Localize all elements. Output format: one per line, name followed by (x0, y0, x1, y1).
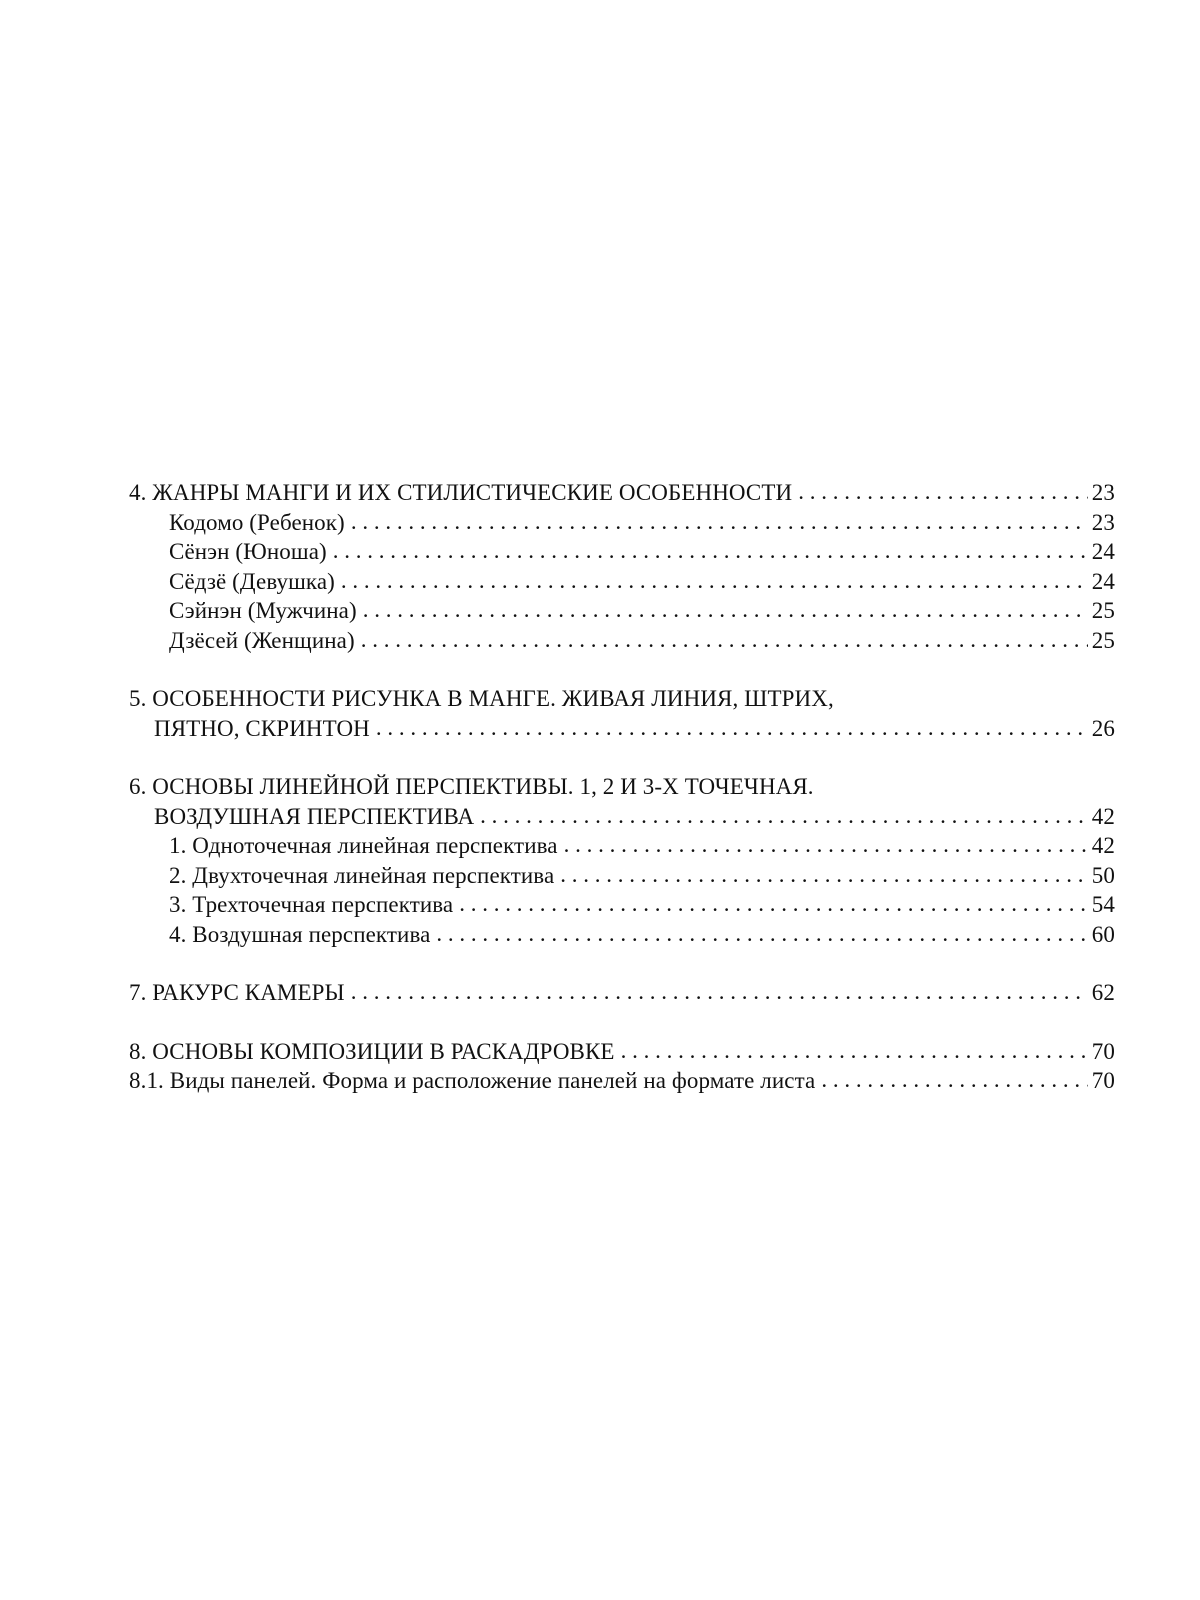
toc-entry-title: ПЯТНО, СКРИНТОН (154, 715, 370, 741)
toc-entry-title: ВОЗДУШНАЯ ПЕРСПЕКТИВА (154, 803, 475, 829)
toc-entry-page: 26 (1091, 715, 1115, 741)
toc-entry-title: Сэйнэн (Мужчина) (169, 598, 357, 623)
toc-entry-page: 23 (1091, 509, 1115, 535)
toc-entry-page: 25 (1091, 598, 1115, 623)
toc-entry (129, 537, 1115, 567)
toc-entry-page: 42 (1091, 833, 1115, 858)
toc-entry-title: 7. РАКУРС КАМЕРЫ (129, 980, 345, 1005)
toc-entry (129, 626, 1115, 656)
dot-leader (436, 919, 1087, 949)
dot-leader (560, 860, 1088, 890)
toc-entry-title: 4. Воздушная перспектива (169, 921, 431, 947)
toc-entry (129, 861, 1115, 891)
toc-entry-title: 5. ОСОБЕННОСТИ РИСУНКА В МАНГЕ. ЖИВАЯ ЛИНИЯ, ШТРИХ, (129, 686, 834, 711)
dot-leader (351, 507, 1088, 537)
dot-leader (621, 1036, 1088, 1066)
dot-leader (480, 801, 1088, 831)
dot-leader (459, 889, 1088, 919)
toc-section-7 (129, 978, 1115, 1008)
toc-entry-title: Сёдзё (Девушка) (169, 568, 335, 594)
table-of-contents (129, 478, 1115, 1096)
dot-leader (798, 477, 1088, 507)
dot-leader (351, 977, 1088, 1007)
toc-entry (129, 978, 1115, 1008)
toc-entry-heading-line (129, 772, 1115, 802)
toc-entry-title: 3. Трехточечная перспектива (169, 892, 454, 917)
toc-entry-page: 62 (1091, 980, 1115, 1005)
toc-entry-page: 24 (1091, 568, 1115, 594)
toc-entry (129, 831, 1115, 861)
toc-section-4 (129, 478, 1115, 655)
toc-entry (129, 596, 1115, 626)
toc-entry-page: 25 (1091, 627, 1115, 653)
toc-entry-page: 23 (1091, 480, 1115, 505)
toc-entry (129, 890, 1115, 920)
toc-entry (129, 714, 1115, 744)
toc-entry (129, 1037, 1115, 1067)
dot-leader (361, 625, 1088, 655)
toc-entry-page: 50 (1091, 862, 1115, 888)
toc-entry (129, 920, 1115, 950)
toc-section-5 (129, 684, 1115, 743)
toc-entry-title: 8. ОСНОВЫ КОМПОЗИЦИИ В РАСКАДРОВКЕ (129, 1038, 615, 1064)
toc-entry (129, 478, 1115, 508)
toc-entry-title: 8.1. Виды панелей. Форма и расположение панелей на формате листа (129, 1068, 816, 1093)
toc-entry-title: 6. ОСНОВЫ ЛИНЕЙНОЙ ПЕРСПЕКТИВЫ. 1, 2 И 3-Х ТОЧЕЧНАЯ. (129, 774, 814, 799)
toc-entry-title: Кодомо (Ребенок) (169, 509, 345, 535)
toc-entry-page: 42 (1091, 803, 1115, 829)
toc-entry-title: 1. Одноточечная линейная перспектива (169, 833, 558, 858)
toc-entry (129, 802, 1115, 832)
toc-entry (129, 508, 1115, 538)
toc-entry (129, 1066, 1115, 1096)
dot-leader (363, 595, 1088, 625)
toc-section-6 (129, 772, 1115, 949)
dot-leader (376, 713, 1088, 743)
toc-section-8 (129, 1037, 1115, 1096)
toc-entry-page: 54 (1091, 892, 1115, 917)
toc-entry-page: 70 (1091, 1068, 1115, 1093)
toc-entry-title: 4. ЖАНРЫ МАНГИ И ИХ СТИЛИСТИЧЕСКИЕ ОСОБЕННОСТИ (129, 480, 793, 505)
dot-leader (341, 566, 1088, 596)
toc-entry-page: 70 (1091, 1038, 1115, 1064)
toc-entry-title: Сёнэн (Юноша) (169, 539, 327, 564)
dot-leader (821, 1065, 1087, 1095)
toc-entry-title: 2. Двухточечная линейная перспектива (169, 862, 555, 888)
toc-entry-heading-line (129, 684, 1115, 714)
toc-entry (129, 567, 1115, 597)
toc-entry-title: Дзёсей (Женщина) (169, 627, 355, 653)
toc-entry-page: 24 (1091, 539, 1115, 564)
toc-entry-page: 60 (1091, 921, 1115, 947)
dot-leader (564, 830, 1088, 860)
dot-leader (333, 536, 1088, 566)
